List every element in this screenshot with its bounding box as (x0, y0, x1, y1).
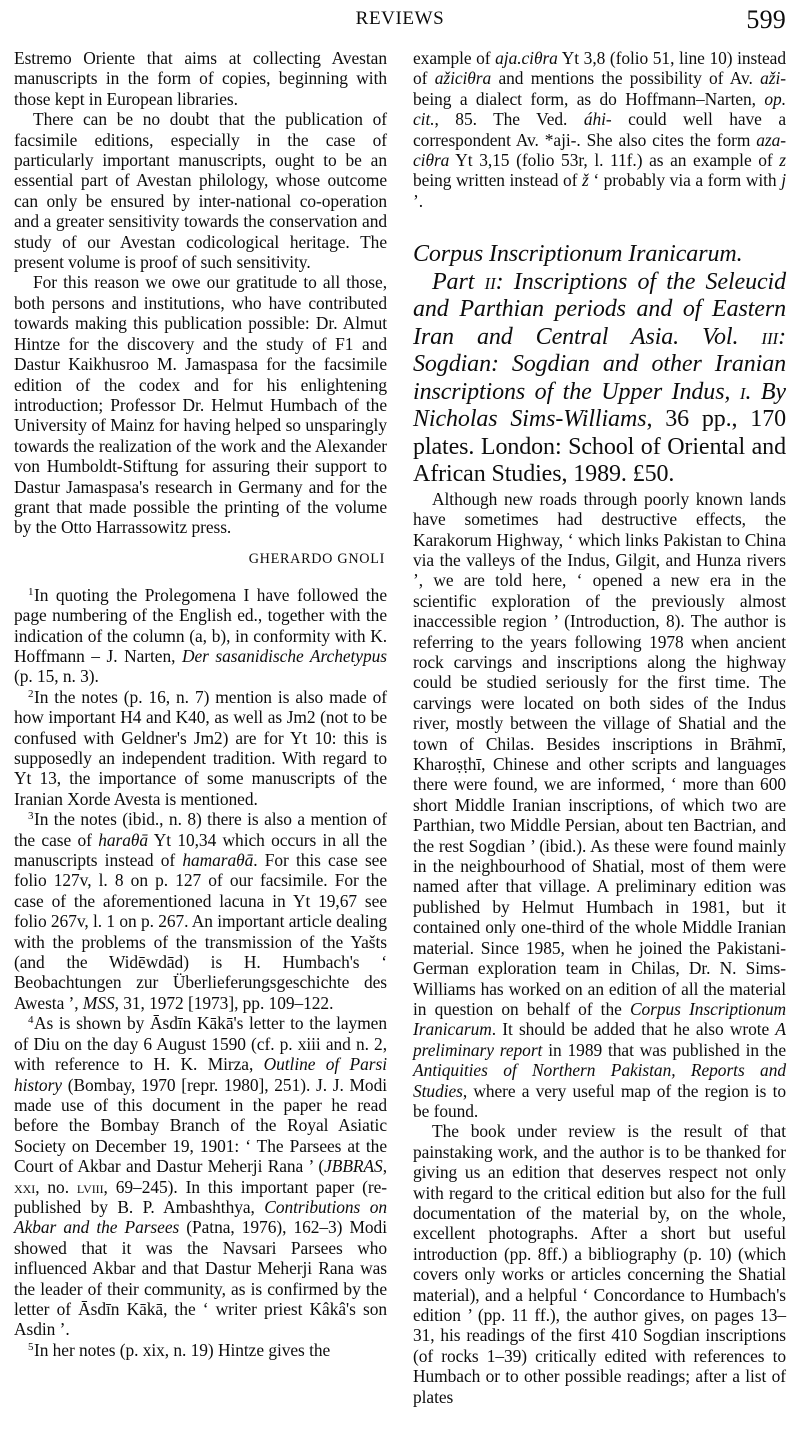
footnote-1-italic-title: Der sasanidische Archetypus (181, 645, 387, 666)
footnote-3 (14, 809, 387, 1013)
paragraph-acknowledgements: For this reason we owe our gratitude to all those, both persons and institutions, who have contributed towards making this publication possible: Dr. Almut Hintze for the discovery and the study of F1 and Dastur Kaikhusroo M. Jamaspasa for the facsimile edition of the codex and for his enlightening introduction; Professor Dr. Helmut Humbach of the University of Mainz for having helped so unsparingly towards the realization of the work and the Alexander von Humboldt-Stiftung for assuring their support to Dastur Jamaspasa's research in Germany and for the grant that made possible the printing of the volume by the Otto Harrassowitz press. (14, 272, 387, 538)
right-column (413, 48, 786, 1407)
footnote-marker-2: 2 (28, 687, 34, 700)
left-column (14, 48, 387, 1360)
footnote-1-text-a: In quoting the Prolegomena I have followed the page numbering of the English ed., together with the indication of the column (a, b), in conformity with K. Hoffmann – J. Narten, (14, 584, 387, 666)
book-title-details: Part ii: Inscriptions of the Seleucid and Parthian periods and of Eastern Iran and Central Asia. Vol. iii: Sogdian: Sogdian and other Iranian inscriptions of the Upper Indus, i. By Nicholas Sims-Williams, 36 pp., 170 plates. London: School of Oriental and African Studies, 1989. £50. (413, 268, 786, 488)
paragraph-karakorum: Although new roads through poorly known lands have sometimes had destructive effects, the Karakorum Highway, ‘ which links Pakistan to China via the valleys of the Indus, Gilgit, and Hunza rivers ’, we are told here, ‘ opened a new era in the scientific exploration of the previously almost inaccessible region ’ (Introduction, 8). The author is referring to the years following 1978 when ancient rock carvings and inscriptions along the highway could be studied seriously for the first time. The carvings were located on both sides of the Indus river, mostly between the village of Shatial and the town of Chilas. Besides inscriptions in Brāhmī, Kharoṣṭhī, Chinese and other scripts and languages there were found, we are informed, ‘ more than 600 short Middle Iranian inscriptions, of which two are Parthian, two Middle Persian, about ten Bactrian, and the rest Sogdian ’ (ibid.). As these were found mainly in the neighbourhood of Shatial, most of them were named after that village. A preliminary edition was published by Helmut Humbach in 1981, but it contained only one-third of the whole Middle Iranian material. Since 1985, when he joined the Pakistani-German exploration team in Chilas, Dr. N. Sims-Williams has worked on an edition of all the material in question on behalf of the Corpus Inscriptionum Iranicarum. It should be added that he also wrote A preliminary report in 1989 that was published in the Antiquities of Northern Pakistan, Reports and Studies, where a very useful map of the region is to be found. (413, 488, 786, 1121)
footnote-2-text: In the notes (p. 16, n. 7) mention is also made of how important H4 and K40, as well as Jm2 (not to be confused with Geldner's Jm2) are for Yt 10: this is supposedly an independent tradition. With regard to Yt 13, the importance of some manuscripts of the Iranian Xorde Avesta is mentioned. (14, 686, 387, 809)
footnotes-section (14, 585, 387, 1360)
paragraph-book-under-review: The book under review is the result of that painstaking work, and the author is to be thanked for giving us an edition that deserves respect not only with regard to the critical edition but also for the full documentation of the material by, on the whole, excellent photographs. After a short but useful introduction (pp. 8ff.) a bibliography (p. 10) (which covers only works or articles concerning the Shatial material), and a helpful ‘ Concordance to Humbach's edition ’ (pp. 11 ff.), the author gives, on pages 13–31, his readings of the first 410 Sogdian inscriptions (of rocks 1–39) critically edited with references to Humbach or to other possible readings; after a list of plates (413, 1121, 786, 1407)
footnote-marker-5: 5 (28, 1340, 34, 1353)
page-number: 599 (746, 5, 786, 34)
footnote-4-text: As is shown by Āsdīn Kākā's letter to the laymen of Diu on the day 6 August 1590 (cf. p. xiii and n. 2, with reference to H. K. Mirza, Outline of Parsi history (Bombay, 1970 [repr. 1980], 251). J. J. Modi made use of this document in the paper he read before the Bombay Branch of the Royal Asiatic Society on December 19, 1901: ‘ The Parsees at the Court of Akbar and Dastur Meherji Rana ’ (JBBRAS, xxi, no. lviii, 69–245). In this important paper (re-published by B. P. Ambashthya, Contributions on Akbar and the Parsees (Patna, 1976), 162–3) Modi showed that it was the Navsari Parsees who influenced Akbar and that Dastur Meherji Rana was the leader of their community, as is confirmed by the letter of Āsdīn Kākā, the ‘ writer priest Kâkâ's son Asdin ’. (14, 1013, 387, 1340)
footnote-marker-3: 3 (28, 810, 34, 823)
review-signature: GHERARDO GNOLI (248, 550, 385, 567)
running-head (14, 5, 786, 42)
footnote-5 (14, 1340, 387, 1360)
book-title-main: Corpus Inscriptionum Iranicarum. (413, 241, 743, 268)
book-review-heading (413, 241, 786, 489)
footnote-1 (14, 585, 387, 687)
paragraph-continued-estremo: Estremo Oriente that aims at collecting Avestan manuscripts in the form of copies, beginning with those kept in European libraries. (14, 48, 387, 109)
footnote-marker-1: 1 (28, 585, 34, 598)
footnote-3-text: In the notes (ibid., n. 8) there is also a mention of the case of haraθā Yt 10,34 which occurs in all the manuscripts instead of hamaraθā. For this case see folio 127v, l. 8 on p. 127 of our facsimile. For the case of the aforementioned lacuna in Yt 19,67 see folio 267v, l. 1 on p. 267. An important article dealing with the problems of the transmission of the Yašts (and the Widēwdād) is H. Humbach's ‘ Beobachtungen zur Überlieferungsgeschichte des Awesta ’, MSS, 31, 1972 [1973], pp. 109–122. (14, 809, 388, 1013)
paragraph-continued-example: example of aja.ciθra Yt 3,8 (folio 51, line 10) instead of ažiciθra and mentions the possibility of Av. aži- being a dialect form, as do Hoffmann–Narten, op. cit., 85. The Ved. áhi- could well have a correspondent Av. *aji-. She also cites the form aza-ciθra Yt 3,15 (folio 53r, l. 11f.) as an example of z being written instead of ž ‘ probably via a form with j ’. (413, 48, 786, 211)
footnote-marker-4: 4 (28, 1014, 34, 1027)
footnote-1-text-b: (p. 15, n. 3). (14, 666, 99, 687)
footnote-5-text: In her notes (p. xix, n. 19) Hintze gives the (33, 1339, 331, 1360)
footnote-2 (14, 687, 387, 809)
footnote-4 (14, 1013, 387, 1340)
running-head-title: REVIEWS (355, 8, 445, 29)
two-column-layout (14, 48, 786, 1407)
paragraph-facsimile-editions: There can be no doubt that the publication of facsimile editions, especially in the case of particularly important manuscripts, ought to be an essential part of Avestan philology, whose outcome can only be ensured by inter-national co-operation and a greater sensitivity towards the conservation and study of our Avestan codicological heritage. The present volume is proof of such sensitivity. (14, 109, 387, 273)
